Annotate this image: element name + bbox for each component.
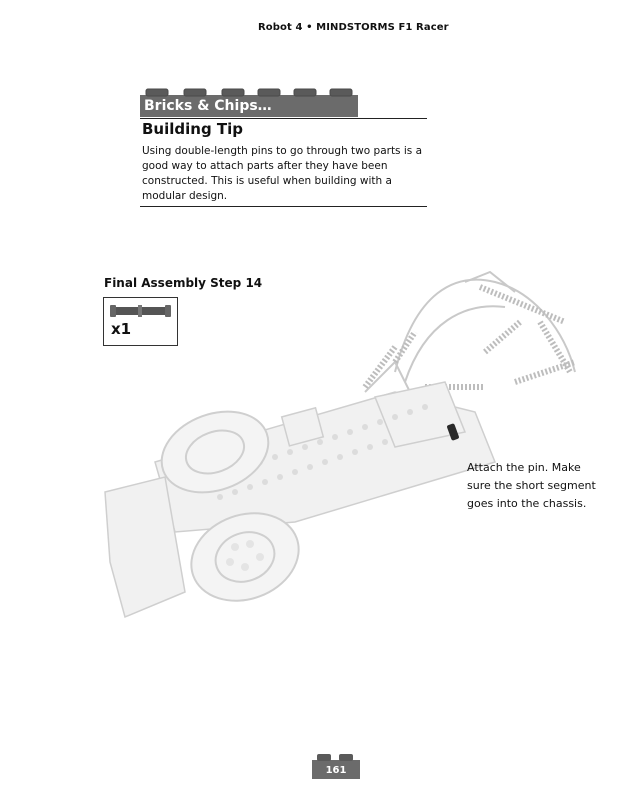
step-title: Final Assembly Step 14 xyxy=(104,276,263,290)
sidebar-heading: Building Tip xyxy=(142,120,244,138)
sidebar-banner xyxy=(140,88,358,118)
page-number: 161 xyxy=(325,765,347,776)
sidebar-top-rule xyxy=(140,118,427,119)
sidebar-bottom-rule xyxy=(140,206,427,207)
sidebar-body: Using double-length pins to go through two parts is a good way to attach parts after they have been constructed. This is useful when building with a modular design. xyxy=(142,145,423,202)
assembly-illustration xyxy=(95,262,585,642)
page-number-brick xyxy=(312,749,360,779)
step-instruction-callout: Attach the pin. Make sure the short segment goes into the chassis. xyxy=(467,461,596,510)
part-quantity: x1 xyxy=(111,320,132,338)
running-head: Robot 4 • MINDSTORMS F1 Racer xyxy=(258,22,449,33)
sidebar-banner-title: Bricks & Chips… xyxy=(144,98,272,114)
